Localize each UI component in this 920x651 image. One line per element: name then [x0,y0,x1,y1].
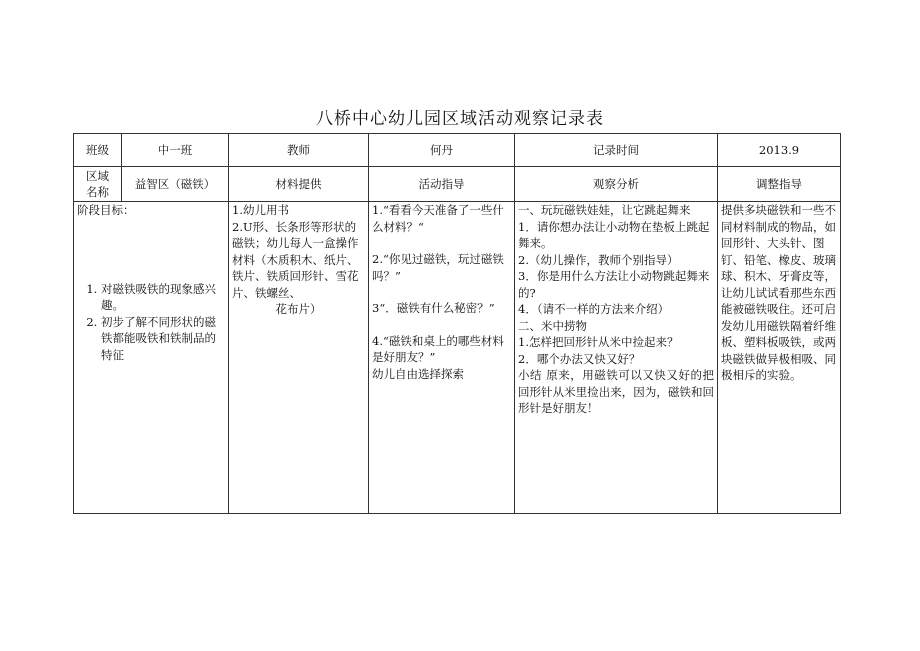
class-label: 班级 [74,134,122,167]
record-time-label: 记录时间 [515,134,718,167]
page-title: 八桥中心幼儿园区域活动观察记录表 [316,109,604,129]
observation-table [73,133,841,514]
guidance-header: 活动指导 [369,167,515,202]
analysis-cell [515,202,718,514]
stage-goals-cell [74,202,229,514]
area-name-value: 益智区（磁铁） [122,167,229,202]
goal-item: 1. 对磁铁吸铁的现象感兴趣。 [101,281,225,314]
area-name-label [74,167,122,202]
teacher-label: 教师 [229,134,369,167]
analysis-line: 3．你是用什么方法让小动物跳起舞来的? [518,269,710,300]
record-time-value: 2013.9 [718,134,841,167]
analysis-summary: 小结 原来，用磁铁可以又快又好的把回形针从米里捡出来，因为，磁铁和回形针是好朋友！ [518,368,714,415]
adjust-header: 调整指导 [718,167,841,202]
area-label-line-1: 区域 [86,168,109,183]
adjust-cell: 提供多块磁铁和一些不同材料制成的物品，如回形针、大头针、图钉、铅笔、橡皮、玻璃球、积木、牙膏皮等，让幼儿试试看那些东西能被磁铁吸住。还可启发幼儿用磁铁隔着纤维板、塑料板吸铁，或两块磁铁做异极相吸、同极相斥的实验。 [718,202,841,514]
teacher-value: 何丹 [369,134,515,167]
header-row [74,134,841,167]
class-value: 中一班 [122,134,229,167]
goal-list [77,281,225,364]
materials-line: 花布片） [275,302,322,316]
analysis-line: 一、玩玩磁铁娃娃，让它跳起舞来 [518,203,691,217]
materials-cell [229,202,369,514]
analysis-line: 二、米中捞物 [518,318,587,333]
analysis-line: 2．哪个办法又快又好？ [518,351,641,366]
goal-heading: 阶段目标： [77,203,135,217]
analysis-line: 1．请你想办法让小动物在垫板上跳起舞来。 [518,219,710,250]
guidance-item: 2.“你见过磁铁，玩过磁铁吗？” [372,252,504,283]
analysis-line: 1.怎样把回形针从米中捡起来？ [518,335,679,349]
materials-line: 1.幼儿用书 [232,203,289,217]
goal-item: 2. 初步了解不同形状的磁铁都能吸铁和铁制品的特征 [101,314,225,364]
guidance-item: 幼儿自由选择探索 [372,366,464,381]
analysis-line: 2.（幼儿操作，教师个别指导） [518,252,679,267]
materials-line: 2.U形、长条形等形状的磁铁；幼儿每人一盒操作材料（木质积木、纸片、铁片、铁质回形针、雪花片、铁螺丝、 [232,219,359,300]
subheader-row [74,167,841,202]
content-row [74,202,841,514]
area-label-line-2: 名称 [86,185,109,199]
analysis-header: 观察分析 [515,167,718,202]
materials-header: 材料提供 [229,167,369,202]
guidance-item: 1.“看看今天准备了一些什么材料？“ [372,203,504,234]
analysis-line: 4．（请不一样的方法来介绍） [518,302,670,316]
guidance-item: 4.“磁铁和桌上的哪些材料是好朋友？” [372,333,504,364]
guidance-cell [369,202,515,514]
guidance-item: 3“．磁铁有什么秘密？” [372,301,495,315]
